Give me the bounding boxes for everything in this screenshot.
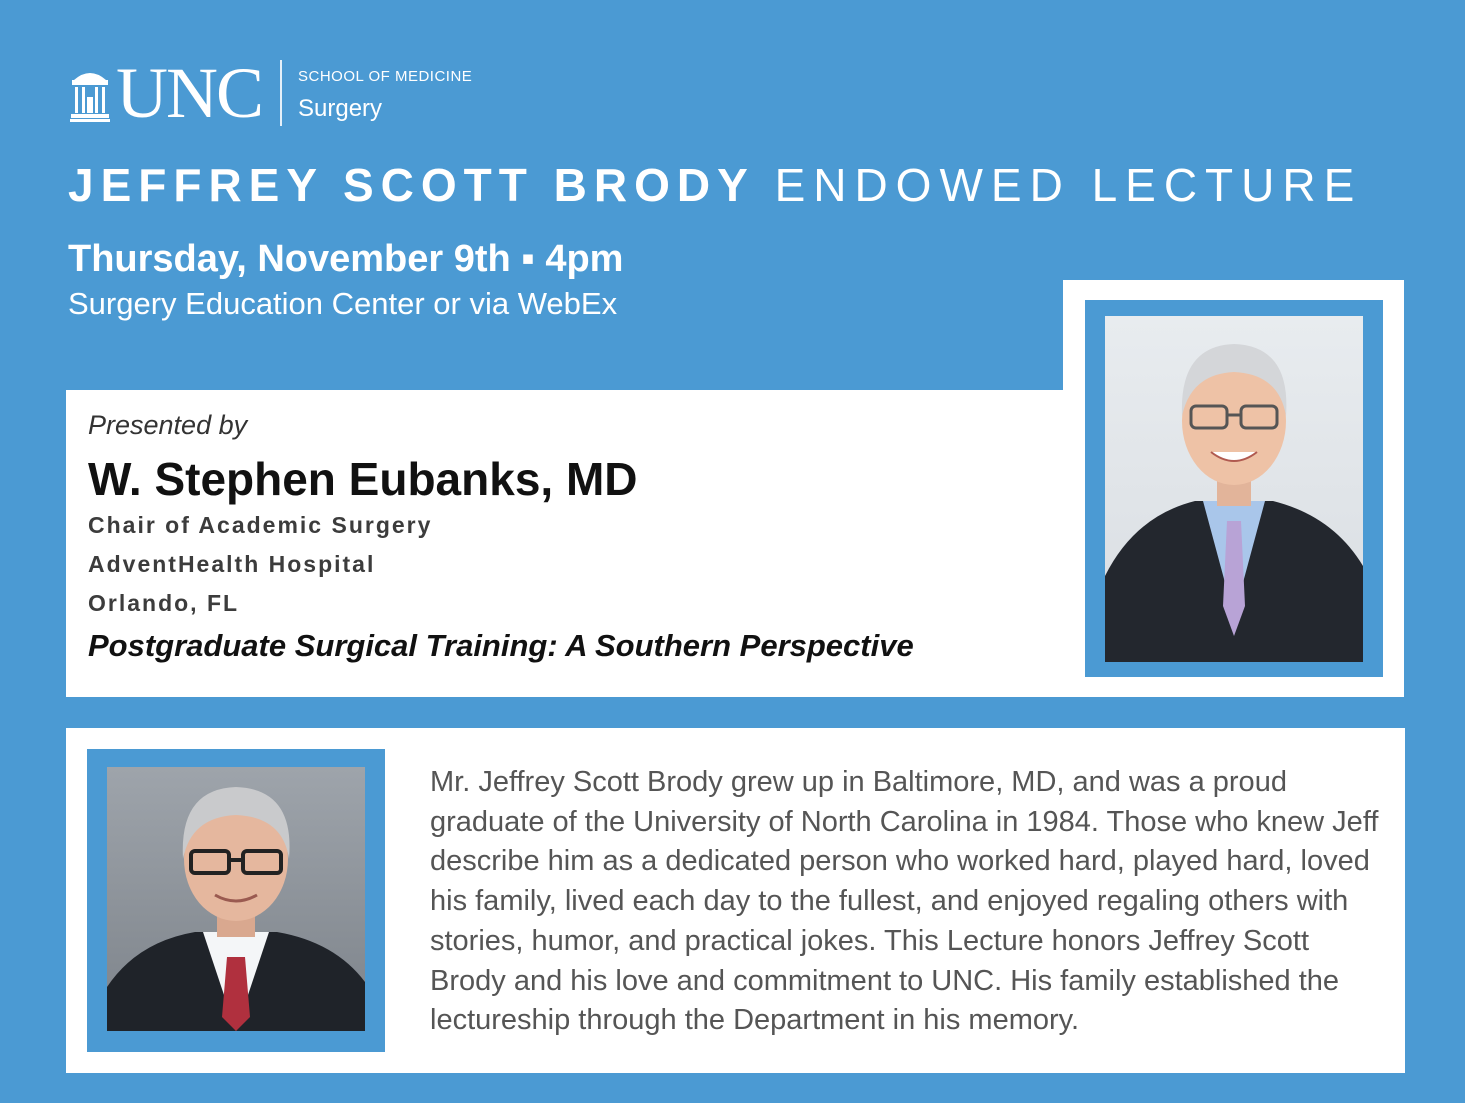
unc-surgery-logo	[70, 53, 473, 133]
honoree-portrait-image	[107, 767, 365, 1031]
logo-text	[298, 64, 472, 123]
presented-by-label: Presented by	[88, 410, 248, 440]
honoree-photo	[107, 767, 365, 1031]
event-location: Surgery Education Center or via WebEx	[68, 286, 618, 321]
school-name: SCHOOL OF MEDICINE	[298, 67, 473, 85]
speaker-position: Chair of Academic Surgery	[88, 512, 433, 538]
lecture-title	[68, 158, 1362, 212]
event-date-time: Thursday, November 9th ▪ 4pm	[68, 238, 624, 280]
speaker-name: W. Stephen Eubanks, MD	[88, 453, 638, 505]
department-name: Surgery	[298, 94, 383, 122]
unc-wordmark: UNC	[116, 53, 263, 133]
logo-divider	[280, 60, 282, 126]
lecture-title-type: ENDOWED LECTURE	[774, 159, 1363, 211]
old-well-icon	[70, 64, 110, 122]
bio-paragraph: Mr. Jeffrey Scott Brody grew up in Baltimore, MD, and was a proud graduate of the University of North Carolina in 1984. Those who knew Jeff describe him as a dedicated person who worked hard, played hard, loved his family, lived each day to the fullest, and enjoyed regaling others with stories, humor, and practical jokes. This Lecture honors Jeffrey Scott Brody and his love and commitment to UNC. His family established the lectureship through the Department in his memory.	[430, 766, 1379, 1037]
speaker-photo	[1105, 316, 1363, 662]
speaker-portrait-image	[1105, 316, 1363, 662]
speaker-city: Orlando, FL	[88, 590, 240, 616]
speaker-institution: AdventHealth Hospital	[88, 551, 376, 577]
talk-title: Postgraduate Surgical Training: A Southern Perspective	[88, 628, 914, 663]
lecture-title-name: JEFFREY SCOTT BRODY	[68, 159, 755, 211]
